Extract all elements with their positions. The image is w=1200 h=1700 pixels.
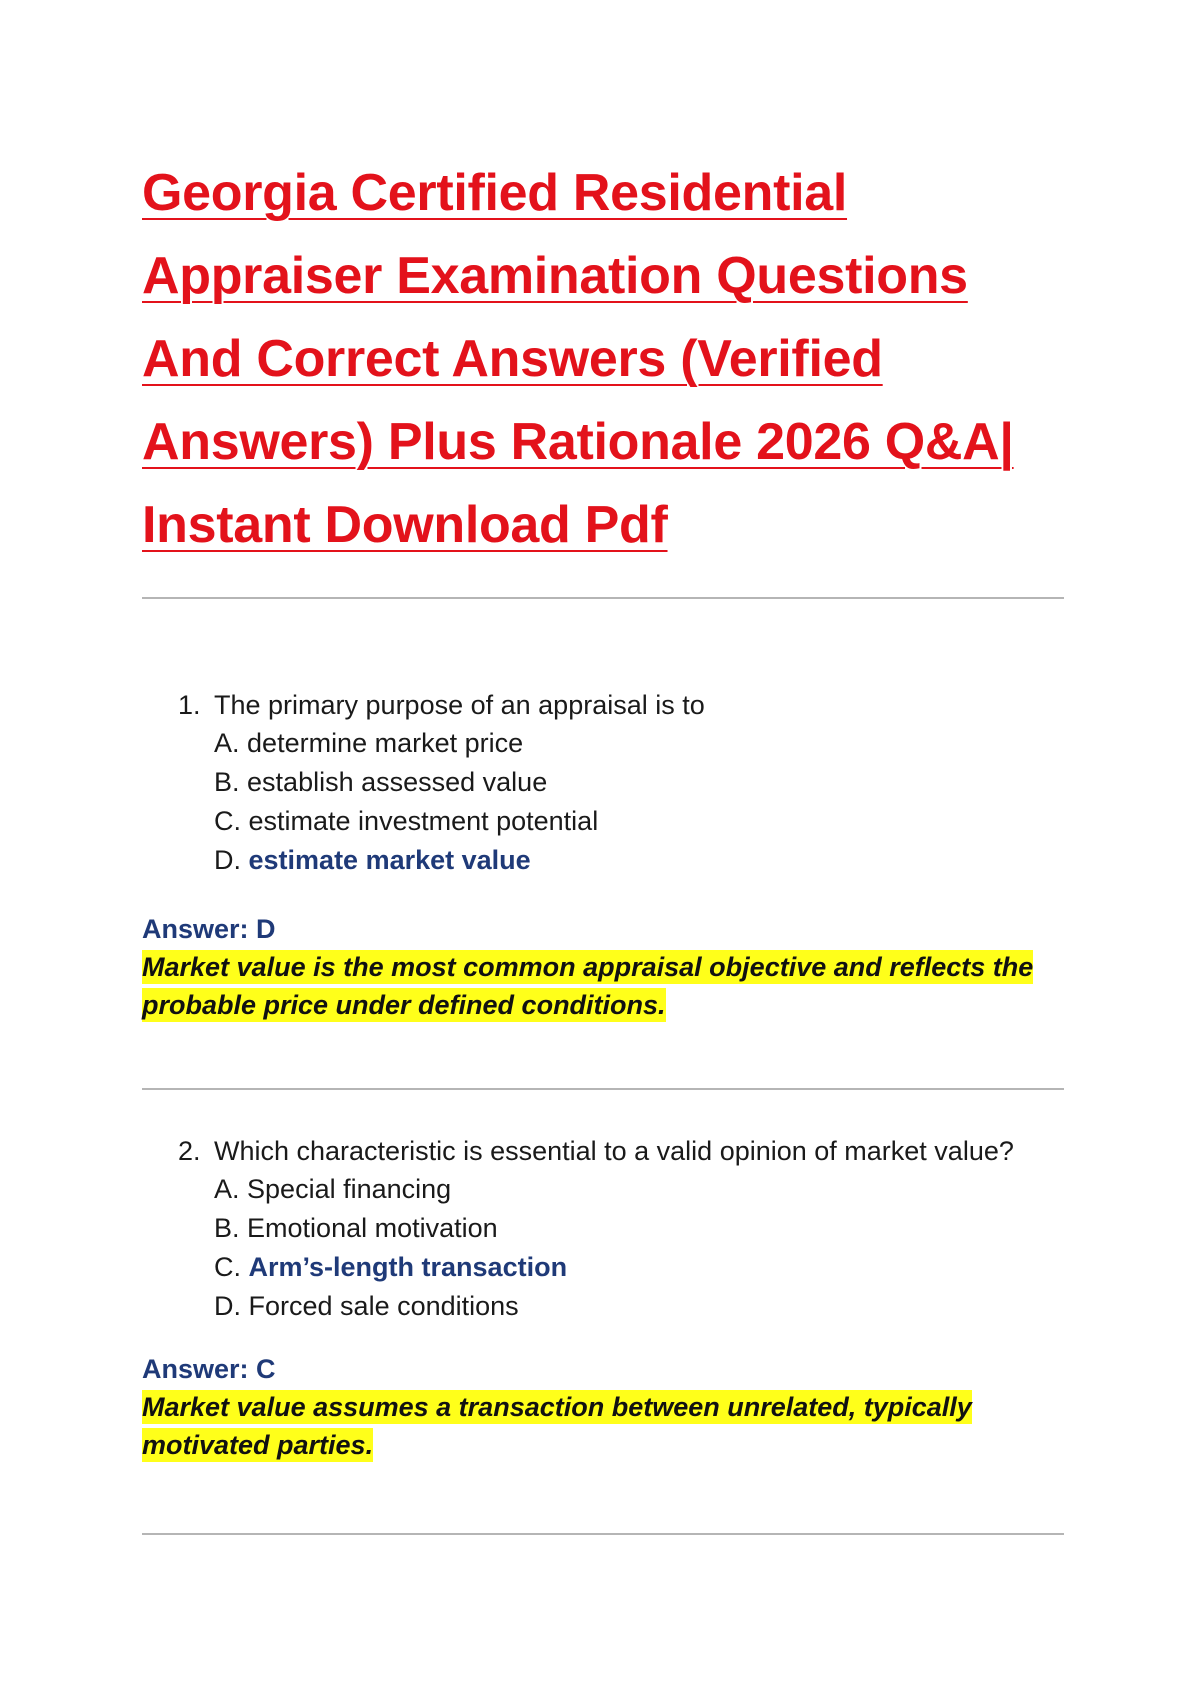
option-list — [142, 1170, 1072, 1326]
rationale-text — [142, 948, 1072, 1024]
question-text: Which characteristic is essential to a valid opinion of market value? — [214, 1136, 1014, 1166]
option-letter: A. — [214, 728, 240, 758]
option-text: Forced sale conditions — [248, 1291, 519, 1321]
option-c — [214, 802, 1072, 841]
question-text: The primary purpose of an appraisal is to — [214, 690, 705, 720]
answer-label: Answer: C — [142, 1354, 276, 1384]
option-letter: C. — [214, 1252, 241, 1282]
question-2 — [142, 1132, 1072, 1464]
rationale-highlight: Market value assumes a transaction between unrelated, typically motivated parties. — [142, 1392, 972, 1460]
rationale-text — [142, 1388, 1072, 1464]
option-letter: A. — [214, 1174, 240, 1204]
question-number: 1. — [178, 690, 201, 720]
option-text: estimate investment potential — [248, 806, 599, 836]
option-letter: B. — [214, 767, 240, 797]
document-title: Georgia Certified Residential Appraiser Examination Questions And Correct Answers (Verified Answers) Plus Rationale 2026 Q&A| Instant Download Pdf — [142, 164, 1014, 554]
option-letter: C. — [214, 806, 241, 836]
option-a — [214, 1170, 1072, 1209]
option-text: Emotional motivation — [247, 1213, 498, 1243]
option-letter: D. — [214, 1291, 241, 1321]
divider — [142, 1088, 1064, 1090]
option-c — [214, 1248, 1072, 1287]
option-d — [214, 1287, 1072, 1326]
option-text-correct: Arm’s-length transaction — [248, 1252, 568, 1282]
option-text-correct: estimate market value — [248, 845, 531, 875]
question-stem — [142, 686, 1072, 724]
option-a — [214, 724, 1072, 763]
option-d — [214, 841, 1072, 880]
question-stem — [142, 1132, 1072, 1170]
option-text: determine market price — [247, 728, 524, 758]
option-list — [142, 724, 1072, 880]
option-b — [214, 763, 1072, 802]
divider — [142, 597, 1064, 599]
option-letter: D. — [214, 845, 241, 875]
rationale-highlight: Market value is the most common appraisal objective and reflects the probable price under defined conditions. — [142, 952, 1034, 1020]
answer-label: Answer: D — [142, 914, 276, 944]
question-number: 2. — [178, 1136, 201, 1166]
divider — [142, 1533, 1064, 1535]
option-b — [214, 1209, 1072, 1248]
option-text: Special financing — [247, 1174, 452, 1204]
option-letter: B. — [214, 1213, 240, 1243]
question-1 — [142, 686, 1072, 1024]
option-text: establish assessed value — [247, 767, 548, 797]
